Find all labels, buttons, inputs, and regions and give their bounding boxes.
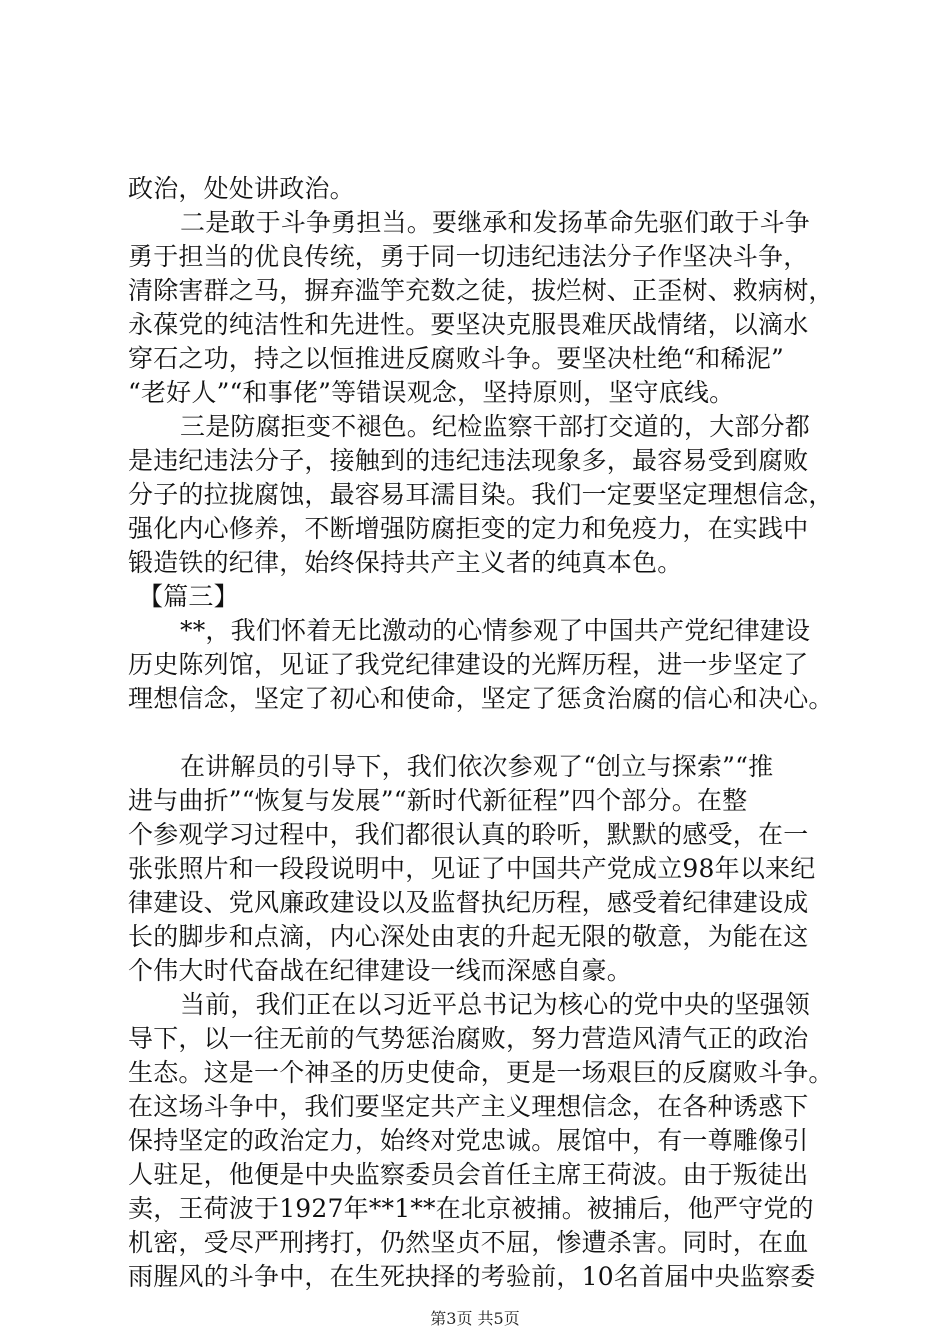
text-line: 在讲解员的引导下，我们依次参观了“创立与探索”“推 <box>180 752 774 781</box>
text-line: 个参观学习过程中，我们都很认真的聆听，默默的感受，在一 <box>128 820 809 849</box>
text-line: 在这场斗争中，我们要坚定共产主义理想信念，在各种诱惑下 <box>128 1092 809 1121</box>
text-line: 机密，受尽严刑拷打，仍然坚贞不屈，惨遭杀害。同时，在血 <box>128 1228 809 1257</box>
text-line: **，我们怀着无比激动的心情参观了中国共产党纪律建设 <box>180 616 811 645</box>
text-line: 历史陈列馆，见证了我党纪律建设的光辉历程，进一步坚定了 <box>128 650 809 679</box>
page-footer: 第3页 共5页 <box>430 1309 520 1328</box>
text-line: 分子的拉拢腐蚀，最容易耳濡目染。我们一定要坚定理想信念， <box>128 480 834 509</box>
text-line: 人驻足，他便是中央监察委员会首任主席王荷波。由于叛徒出 <box>128 1160 809 1189</box>
text-line: 保持坚定的政治定力，始终对党忠诚。展馆中，有一尊雕像引 <box>128 1126 809 1155</box>
text-line: 生态。这是一个神圣的历史使命，更是一场艰巨的反腐败斗争。 <box>128 1058 834 1087</box>
text-line: 进与曲折”“恢复与发展”“新时代新征程”四个部分。在整 <box>128 786 748 815</box>
text-line: 理想信念，坚定了初心和使命，坚定了惩贪治腐的信心和决心。 <box>128 684 834 713</box>
text-line: 二是敢于斗争勇担当。要继承和发扬革命先驱们敢于斗争 <box>180 208 811 237</box>
text-line: 律建设、党风廉政建设以及监督执纪历程，感受着纪律建设成 <box>128 888 809 917</box>
text-line: 强化内心修养，不断增强防腐拒变的定力和免疫力，在实践中 <box>128 514 809 543</box>
text-line: 穿石之功，持之以恒推进反腐败斗争。要坚决杜绝“和稀泥” <box>128 344 784 373</box>
text-line: 是违纪违法分子，接触到的违纪违法现象多，最容易受到腐败 <box>128 446 809 475</box>
text-line: 三是防腐拒变不褪色。纪检监察干部打交道的，大部分都 <box>180 412 811 441</box>
text-line: 勇于担当的优良传统，勇于同一切违纪违法分子作坚决斗争， <box>128 242 809 271</box>
text-line: 卖，王荷波于1927年**1**在北京被捕。被捕后，他严守党的 <box>128 1194 814 1223</box>
text-line: 当前，我们正在以习近平总书记为核心的党中央的坚强领 <box>180 990 811 1019</box>
section-heading: 【篇三】 <box>138 582 239 611</box>
text-line: 雨腥风的斗争中，在生死抉择的考验前，10名首届中央监察委 <box>128 1262 816 1291</box>
text-line: 导下，以一往无前的气势惩治腐败，努力营造风清气正的政治 <box>128 1024 809 1053</box>
text-line: 永葆党的纯洁性和先进性。要坚决克服畏难厌战情绪，以滴水 <box>128 310 809 339</box>
text-line: 长的脚步和点滴，内心深处由衷的升起无限的敬意，为能在这 <box>128 922 809 951</box>
text-line: 政治，处处讲政治。 <box>128 174 355 203</box>
text-line: “老好人”“和事佬”等错误观念，坚持原则，坚守底线。 <box>128 378 735 407</box>
text-line: 个伟大时代奋战在纪律建设一线而深感自豪。 <box>128 956 633 985</box>
text-line: 锻造铁的纪律，始终保持共产主义者的纯真本色。 <box>128 548 683 577</box>
text-line: 张张照片和一段段说明中，见证了中国共产党成立98年以来纪 <box>128 854 816 883</box>
text-line: 清除害群之马，摒弃滥竽充数之徒，拔烂树、正歪树、救病树， <box>128 276 834 305</box>
